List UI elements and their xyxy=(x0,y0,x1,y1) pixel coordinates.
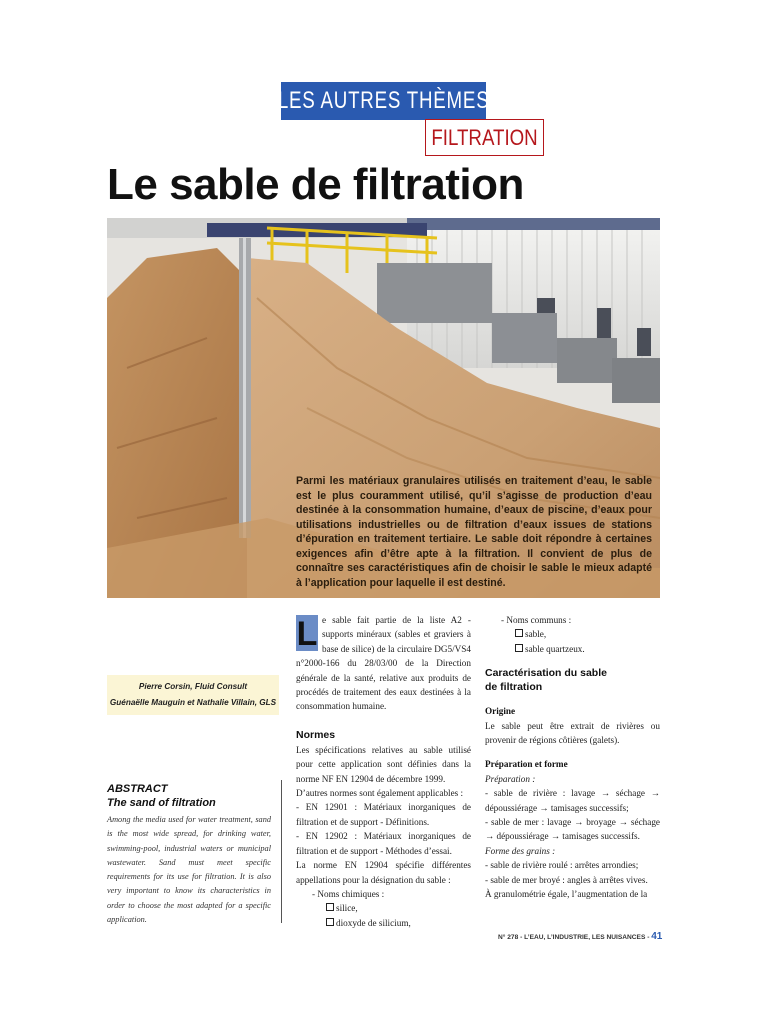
article-title: Le sable de filtration xyxy=(107,160,524,209)
forme-label: Forme des grains : xyxy=(485,845,556,856)
preparation-item-2: - sable de mer : lavage → broyage → séchage → dépoussiérage → tamisages successifs. xyxy=(485,817,660,842)
origine-text: Le sable peut être extrait de rivières ou provenir de régions côtières (galets). xyxy=(485,720,660,746)
article-column-3 xyxy=(485,613,660,902)
author-line-1: Pierre Corsin, Fluid Consult xyxy=(138,682,248,691)
checkbox-bullet-icon xyxy=(326,903,334,911)
normes-heading: Normes xyxy=(296,728,336,741)
normes-paragraph-3: - EN 12901 : Matériaux inorganiques de filtration et de support - Définitions. xyxy=(296,802,471,827)
chem-name-item xyxy=(296,901,471,915)
chem-name-1: silice, xyxy=(336,903,358,914)
intro-paragraph xyxy=(296,613,471,714)
forme-item-1: - sable de rivière roulé : arrêtes arrondies; xyxy=(485,860,639,871)
chem-name-2: dioxyde de silicium, xyxy=(336,917,411,928)
noms-chimiques-label: - Noms chimiques : xyxy=(312,888,385,899)
theme-tag xyxy=(425,119,544,156)
preparation-item-1: - sable de rivière : lavage → séchage → dépoussiérage → tamisages successifs; xyxy=(485,788,660,813)
article-column-2 xyxy=(296,613,471,930)
abstract-title: The sand of filtration xyxy=(107,797,216,809)
checkbox-bullet-icon xyxy=(515,629,523,637)
normes-paragraph-4: - EN 12902 : Matériaux inorganiques de filtration et de support - Méthodes d’essai. xyxy=(296,831,471,856)
article-chapeau: Parmi les matériaux granulaires utilisés en traitement d’eau, le sable est le plus couramment utilisé, qu’il s’agisse de production d’eau destinée à la consommation humaine, d’eaux de piscine, d’eaux pour utilisations industrielles ou de filtration d’eaux issues de stations d’épuration en traitement tertiaire. Le sable doit répondre à certaines exigences afin d’être apte à la filtration. Il convient de plus de connaître ses caractéristiques afin de choisir le sable le mieux adapté à l’application pour laquelle il est destiné. xyxy=(296,475,652,589)
caracterisation-heading-line-1: Caractérisation du sable xyxy=(485,667,607,680)
intro-text: e sable fait partie de la liste A2 - supports minéraux (sables et graviers à base de silice) de la circulaire DG5/VS4 n°2000-166 du 28/03/00 de la Direction générale de la santé, relative aux produits de procédés de traitement des eaux destinées à la consommation humaine. xyxy=(296,615,471,712)
page-number: 41 xyxy=(651,931,663,942)
column-divider xyxy=(281,780,282,923)
forme-item-2: - sable de mer broyé : angles à arrêtes vives. xyxy=(485,874,648,885)
preparation-label: Préparation : xyxy=(485,773,536,784)
theme-banner xyxy=(277,82,490,120)
common-name-item xyxy=(485,642,660,656)
noms-communs-label: - Noms communs : xyxy=(501,615,572,625)
abstract-body: Among the media used for water treatment, sand is the most wide spread, for drinking water, swimming-pool, industrial waters or municipal wastewater. Sand must meet specific requirements for its use for filtration. It is also very important to know its characteristics in order to choose the most adapted for a specific application. xyxy=(107,815,271,925)
page-footer xyxy=(498,931,663,942)
authors-box xyxy=(107,675,279,715)
drop-cap: L xyxy=(296,615,318,653)
common-name-1: sable, xyxy=(525,629,547,640)
theme-tag-text: FILTRATION xyxy=(431,124,538,150)
common-name-item xyxy=(485,627,660,641)
preparation-heading: Préparation et forme xyxy=(485,759,568,770)
abstract-label: ABSTRACT xyxy=(107,783,168,795)
normes-paragraph-2: D’autres normes sont également applicables : xyxy=(296,788,464,799)
normes-paragraph-5: La norme EN 12904 spécifie différentes appellations pour la désignation du sable : xyxy=(296,860,471,885)
normes-paragraph-1: Les spécifications relatives au sable utilisé pour cette application sont définies dans la norme NF EN 12904 de décembre 1999. xyxy=(296,744,471,784)
caracterisation-heading xyxy=(485,666,660,694)
author-line-2: Guénaëlle Mauguin et Nathalie Villain, GLS xyxy=(109,698,277,707)
origine-heading: Origine xyxy=(485,706,516,717)
footer-text: N° 278 - L’EAU, L’INDUSTRIE, LES NUISANCES - xyxy=(498,934,650,941)
chem-name-item xyxy=(296,916,471,930)
common-name-2: sable quartzeux. xyxy=(525,643,585,654)
forme-item-3: À granulométrie égale, l’augmentation de la xyxy=(485,889,648,900)
theme-banner-text: LES AUTRES THÈMES xyxy=(277,87,490,114)
caracterisation-heading-line-2: de filtration xyxy=(485,681,543,694)
checkbox-bullet-icon xyxy=(326,918,334,926)
checkbox-bullet-icon xyxy=(515,644,523,652)
